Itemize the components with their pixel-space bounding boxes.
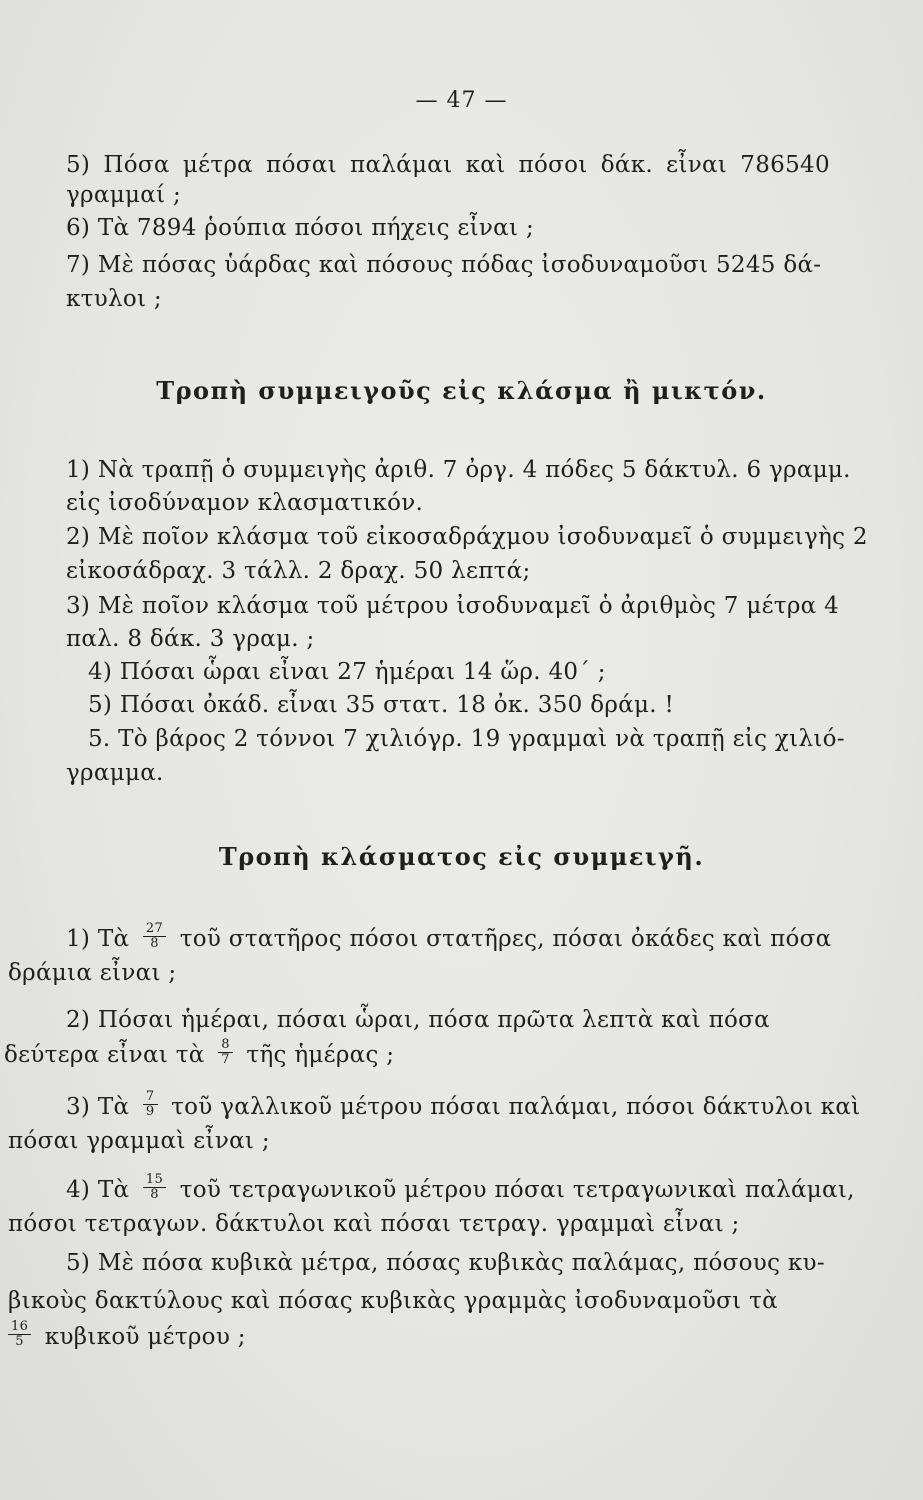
text-line: εἰκοσάδραχ. 3 τάλλ. 2 δραχ. 50 λεπτά; <box>66 558 531 584</box>
question-prefix: 4) Τὰ <box>66 1177 130 1203</box>
word: 786540 <box>740 152 830 178</box>
text-line: 1) Νὰ τραπῇ ὁ συμμειγὴς ἀριθ. 7 ὀργ. 4 πόδες 5 δάκτυλ. 6 γραμμ. <box>66 457 851 483</box>
question-text: τοῦ στατῆρος πόσοι στατῆρες, πόσαι ὀκάδες καὶ πόσα <box>179 926 832 952</box>
question-prefix: δεύτερα εἶναι τὰ <box>4 1042 205 1068</box>
question-text: τοῦ γαλλικοῦ μέτρου πόσαι παλάμαι, πόσοι δάκτυλοι καὶ <box>171 1094 861 1120</box>
text-line <box>66 150 830 180</box>
fraction <box>143 922 166 951</box>
text-line: 6) Τὰ 7894 ῥούπια πόσοι πήχεις εἶναι ; <box>66 215 534 241</box>
question-line <box>66 920 832 955</box>
text-line: 3) Μὲ ποῖον κλάσμα τοῦ μέτρου ἰσοδυναμεῖ ὁ ἀριθμὸς 7 μέτρα 4 <box>66 593 840 619</box>
question-line <box>66 1171 855 1206</box>
text-line: βικοὺς δακτύλους καὶ πόσας κυβικὰς γραμμὰς ἰσοδυναμοῦσι τὰ <box>8 1288 778 1314</box>
text-line: δράμια εἶναι ; <box>8 960 177 986</box>
question-text: τῆς ἡμέρας ; <box>246 1042 395 1068</box>
fraction <box>143 1173 166 1202</box>
fraction-denominator: 7 <box>221 1051 230 1067</box>
question-text: τοῦ τετραγωνικοῦ μέτρου πόσαι τετραγωνικαὶ παλάμαι, <box>179 1177 855 1203</box>
word: Πόσα <box>103 152 170 178</box>
text-line: 5) Μὲ πόσα κυβικὰ μέτρα, πόσας κυβικὰς παλάμας, πόσους κυ- <box>66 1250 825 1276</box>
text-line: πόσαι γραμμαὶ εἶναι ; <box>8 1128 270 1154</box>
question-line <box>66 1088 861 1123</box>
fraction-denominator: 5 <box>15 1333 24 1349</box>
fraction <box>8 1320 31 1349</box>
word: 5) <box>66 152 91 178</box>
text-line: παλ. 8 δάκ. 3 γραμ. ; <box>66 626 315 652</box>
fraction-numerator: 8 <box>218 1038 233 1053</box>
word: μέτρα <box>182 152 254 178</box>
fraction-denominator: 8 <box>150 1186 159 1202</box>
text-line: κτυλοι ; <box>66 286 162 312</box>
text-line: 2) Πόσαι ἡμέραι, πόσαι ὧραι, πόσα πρῶτα λεπτὰ καὶ πόσα <box>66 1007 770 1033</box>
fraction-numerator: 15 <box>143 1173 166 1188</box>
text-line: εἰς ἰσοδύναμον κλασματικόν. <box>66 490 424 516</box>
fraction <box>143 1090 158 1119</box>
question-line <box>4 1036 395 1071</box>
text-line: πόσοι τετραγων. δάκτυλοι καὶ πόσαι τετραγ. γραμμαὶ εἶναι ; <box>8 1211 740 1237</box>
section-heading: Τροπὴ συμμειγοῦς εἰς κλάσμα ἢ μικτόν. <box>156 376 767 405</box>
question-text: κυβικοῦ μέτρου ; <box>44 1324 246 1350</box>
text-line: 5. Τὸ βάρος 2 τόννοι 7 χιλιόγρ. 19 γραμμαὶ νὰ τραπῇ εἰς χιλιό- <box>88 726 845 752</box>
text-line: γραμμα. <box>66 760 164 786</box>
text-line: 5) Πόσαι ὀκάδ. εἶναι 35 στατ. 18 ὀκ. 350 δράμ. ! <box>88 692 675 718</box>
section-heading: Τροπὴ κλάσματος εἰς συμμειγῆ. <box>218 842 705 871</box>
text-line: 4) Πόσαι ὧραι εἶναι 27 ἡμέραι 14 ὥρ. 40΄ ; <box>88 659 606 685</box>
fraction-numerator: 7 <box>143 1090 158 1105</box>
text-line: 7) Μὲ πόσας ὑάρδας καὶ πόσους πόδας ἰσοδυναμοῦσι 5245 δά- <box>66 252 822 278</box>
word: πόσαι <box>266 152 337 178</box>
word: δάκ. <box>600 152 653 178</box>
text-line: 2) Μὲ ποῖον κλάσμα τοῦ εἰκοσαδράχμου ἰσοδυναμεῖ ὁ συμμειγὴς 2 <box>66 524 868 550</box>
word: παλάμαι <box>350 152 453 178</box>
text-line: γραμμαί ; <box>66 182 182 208</box>
fraction-numerator: 27 <box>143 922 166 937</box>
word: πόσοι <box>518 152 588 178</box>
fraction-denominator: 8 <box>150 935 159 951</box>
question-prefix: 1) Τὰ <box>66 926 130 952</box>
fraction-denominator: 9 <box>145 1103 155 1119</box>
page-number: — 47 — <box>415 88 508 113</box>
word: εἶναι <box>666 152 728 178</box>
word: καὶ <box>465 152 506 178</box>
fraction-numerator: 16 <box>8 1320 31 1335</box>
question-line <box>8 1318 246 1353</box>
question-prefix: 3) Τὰ <box>66 1094 130 1120</box>
fraction <box>218 1038 233 1067</box>
